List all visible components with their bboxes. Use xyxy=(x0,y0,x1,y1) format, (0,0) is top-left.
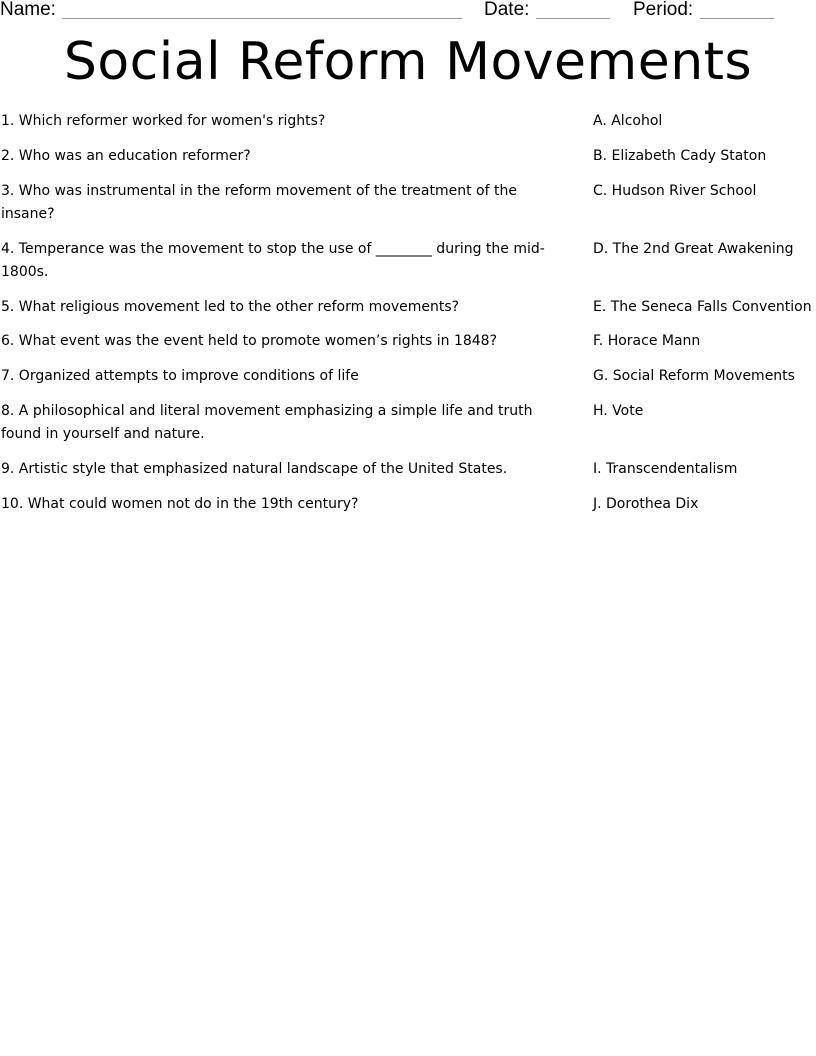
answer-item: A. Alcohol xyxy=(593,113,663,129)
date-blank[interactable] xyxy=(536,18,610,19)
period-blank[interactable] xyxy=(700,18,774,19)
answer-item: I. Transcendentalism xyxy=(593,461,738,477)
name-blank[interactable] xyxy=(62,18,462,19)
question-item: 5. What religious movement led to the other reform movements? xyxy=(1,299,460,315)
question-item: 2. Who was an education reformer? xyxy=(1,148,251,164)
question-item: 6. What event was the event held to promote women’s rights in 1848? xyxy=(1,333,498,349)
answer-item: B. Elizabeth Cady Staton xyxy=(593,148,767,164)
date-label: Date: xyxy=(484,0,530,20)
answer-item: C. Hudson River School xyxy=(593,183,757,199)
answer-item: G. Social Reform Movements xyxy=(593,368,795,384)
worksheet-header xyxy=(0,0,816,24)
page-title: Social Reform Movements xyxy=(63,32,753,92)
answer-item: F. Horace Mann xyxy=(593,333,701,349)
question-item: 3. Who was instrumental in the reform movement of the treatment of the insane? xyxy=(1,183,517,222)
period-label: Period: xyxy=(633,0,694,20)
answer-item: D. The 2nd Great Awakening xyxy=(593,241,794,257)
question-item: 4. Temperance was the movement to stop the use of ________ during the mid-1800s. xyxy=(1,241,545,280)
question-item: 8. A philosophical and literal movement emphasizing a simple life and truth found in yourself and nature. xyxy=(1,403,533,442)
name-label: Name: xyxy=(0,0,56,20)
question-item: 10. What could women not do in the 19th century? xyxy=(1,496,359,512)
answer-item: H. Vote xyxy=(593,403,644,419)
question-item: 7. Organized attempts to improve conditions of life xyxy=(1,368,359,384)
answer-item: J. Dorothea Dix xyxy=(593,496,699,512)
answer-item: E. The Seneca Falls Convention xyxy=(593,299,812,315)
question-item: 9. Artistic style that emphasized natural landscape of the United States. xyxy=(1,461,508,477)
question-item: 1. Which reformer worked for women's rights? xyxy=(1,113,326,129)
